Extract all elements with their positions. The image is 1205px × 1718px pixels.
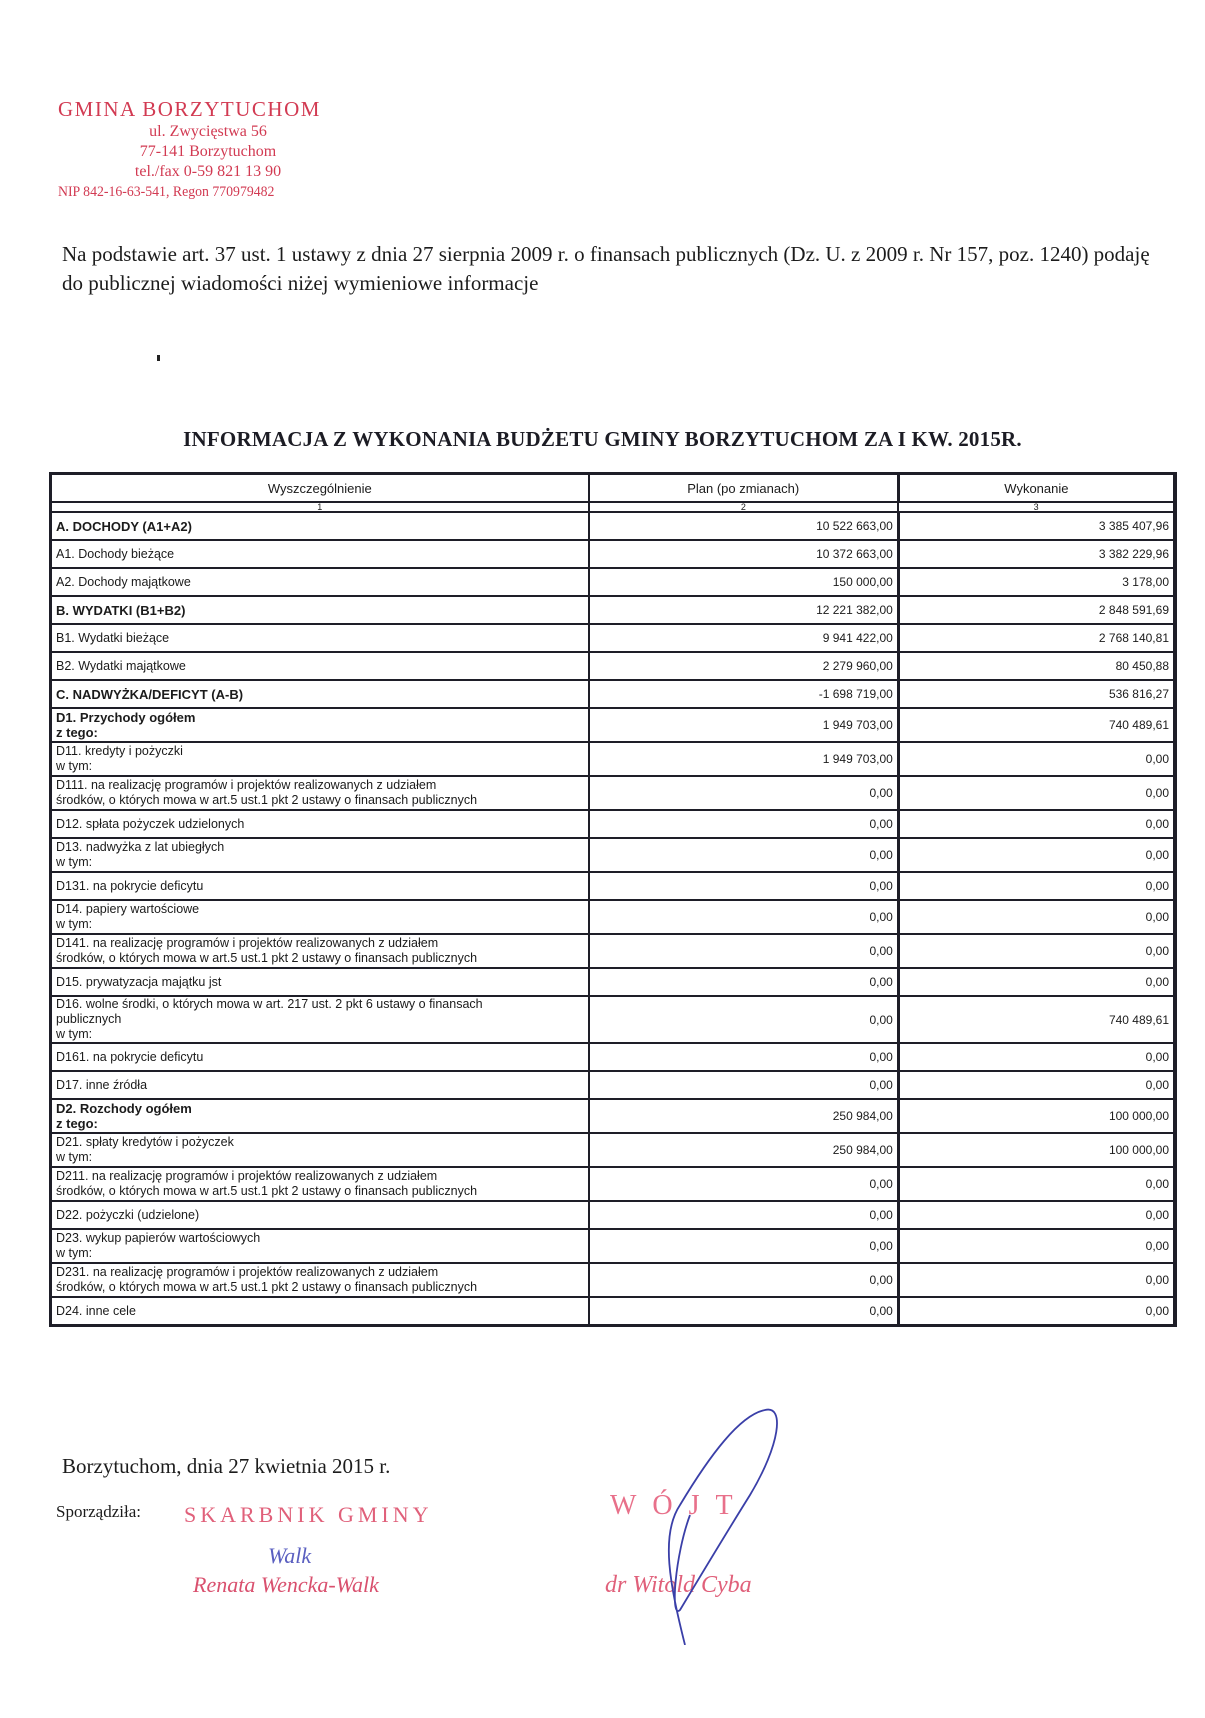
table-row <box>51 596 1176 624</box>
header-description: Wyszczególnienie <box>51 474 589 503</box>
row-description <box>51 512 589 540</box>
row-description-line: środków, o których mowa w art.5 ust.1 pkt 2 ustawy o finansach publicznych <box>56 793 478 807</box>
row-description-line: D161. na pokrycie deficytu <box>56 1049 204 1064</box>
table-row <box>51 708 1176 742</box>
stamp-street: ul. Zwycięstwa 56 <box>149 123 267 140</box>
table-row <box>51 680 1176 708</box>
plan-value: 0,00 <box>589 968 899 996</box>
plan-value: 0,00 <box>589 934 899 968</box>
table-row <box>51 1099 1176 1133</box>
column-number: 2 <box>589 502 899 512</box>
header-plan: Plan (po zmianach) <box>589 474 899 503</box>
execution-value: 3 382 229,96 <box>898 540 1175 568</box>
table-row <box>51 1167 1176 1201</box>
row-description <box>51 776 589 810</box>
row-description-line: D16. wolne środki, o których mowa w art. 217 ust. 2 pkt 6 ustawy o finansach <box>56 997 483 1011</box>
budget-table <box>49 472 1177 1327</box>
table-row <box>51 900 1176 934</box>
stamp-ids: NIP 842-16-63-541, Regon 770979482 <box>58 184 275 200</box>
column-number: 1 <box>51 502 589 512</box>
row-description-line: D24. inne cele <box>56 1303 136 1318</box>
document-title: INFORMACJA Z WYKONANIA BUDŻETU GMINY BORZYTUCHOM ZA I KW. 2015R. <box>183 427 1022 451</box>
row-description-line: A1. Dochody bieżące <box>56 546 175 561</box>
municipality-stamp <box>58 96 358 202</box>
row-description <box>51 1229 589 1263</box>
plan-value: 250 984,00 <box>589 1099 899 1133</box>
execution-value: 0,00 <box>898 810 1175 838</box>
plan-value: 0,00 <box>589 996 899 1043</box>
column-number-row <box>51 502 1176 512</box>
row-description-line: środków, o których mowa w art.5 ust.1 pkt 2 ustawy o finansach publicznych <box>56 1184 478 1198</box>
row-description-line: A. DOCHODY (A1+A2) <box>56 518 192 534</box>
mayor-signature-icon <box>640 1405 810 1645</box>
execution-value: 0,00 <box>898 1043 1175 1071</box>
plan-value: 150 000,00 <box>589 568 899 596</box>
row-description-line: w tym: <box>56 1246 93 1260</box>
row-description-line: D211. na realizację programów i projektów realizowanych z udziałem <box>56 1169 438 1183</box>
execution-value: 0,00 <box>898 838 1175 872</box>
plan-value: 0,00 <box>589 1167 899 1201</box>
table-row <box>51 1201 1176 1229</box>
table-row <box>51 652 1176 680</box>
table-row <box>51 776 1176 810</box>
execution-value: 2 768 140,81 <box>898 624 1175 652</box>
plan-value: 9 941 422,00 <box>589 624 899 652</box>
stamp-city: 77-141 Borzytuchom <box>139 143 277 160</box>
execution-value: 0,00 <box>898 1297 1175 1326</box>
plan-value: 0,00 <box>589 776 899 810</box>
table-row <box>51 1043 1176 1071</box>
row-description-line: D2. Rozchody ogółem <box>56 1101 192 1116</box>
row-description <box>51 900 589 934</box>
plan-value: 0,00 <box>589 838 899 872</box>
execution-value: 0,00 <box>898 1229 1175 1263</box>
plan-value: 0,00 <box>589 1071 899 1099</box>
budget-table-body <box>51 512 1176 1326</box>
table-row <box>51 934 1176 968</box>
row-description-line: D12. spłata pożyczek udzielonych <box>56 816 245 831</box>
row-description-line: D15. prywatyzacja majątku jst <box>56 974 222 989</box>
header-execution: Wykonanie <box>898 474 1175 503</box>
row-description <box>51 596 589 624</box>
execution-value: 0,00 <box>898 900 1175 934</box>
execution-value: 0,00 <box>898 1167 1175 1201</box>
execution-value: 740 489,61 <box>898 708 1175 742</box>
row-description-line: w tym: <box>56 917 93 931</box>
execution-value: 0,00 <box>898 934 1175 968</box>
execution-value: 0,00 <box>898 968 1175 996</box>
table-row <box>51 512 1176 540</box>
plan-value: 1 949 703,00 <box>589 708 899 742</box>
row-description-line: D141. na realizację programów i projektów realizowanych z udziałem <box>56 936 439 950</box>
row-description-line: środków, o których mowa w art.5 ust.1 pkt 2 ustawy o finansach publicznych <box>56 1280 478 1294</box>
execution-value: 740 489,61 <box>898 996 1175 1043</box>
execution-value: 0,00 <box>898 1201 1175 1229</box>
row-description <box>51 624 589 652</box>
row-description-line: C. NADWYŻKA/DEFICYT (A-B) <box>56 686 244 702</box>
row-description <box>51 652 589 680</box>
plan-value: 2 279 960,00 <box>589 652 899 680</box>
row-description <box>51 1043 589 1071</box>
row-description-line: w tym: <box>56 855 93 869</box>
row-description <box>51 968 589 996</box>
intro-paragraph: Na podstawie art. 37 ust. 1 ustawy z dnia 27 sierpnia 2009 r. o finansach publicznych (Dz. U. z 2009 r. Nr 157, poz. 1240) podaję do publicznej wiadomości niżej wymieniowe informacje <box>62 242 1150 295</box>
row-description <box>51 810 589 838</box>
row-description <box>51 872 589 900</box>
mayor-name-stamp: dr Witold Cyba <box>605 1572 752 1598</box>
execution-value: 100 000,00 <box>898 1099 1175 1133</box>
table-row <box>51 1229 1176 1263</box>
row-description <box>51 1201 589 1229</box>
plan-value: 0,00 <box>589 810 899 838</box>
execution-value: 0,00 <box>898 776 1175 810</box>
stamp-name: GMINA BORZYTUCHOM <box>58 97 321 121</box>
row-description-line: B1. Wydatki bieżące <box>56 630 170 645</box>
table-row <box>51 624 1176 652</box>
plan-value: 0,00 <box>589 900 899 934</box>
plan-value: 12 221 382,00 <box>589 596 899 624</box>
execution-value: 536 816,27 <box>898 680 1175 708</box>
execution-value: 3 385 407,96 <box>898 512 1175 540</box>
row-description-line: środków, o których mowa w art.5 ust.1 pkt 2 ustawy o finansach publicznych <box>56 951 478 965</box>
execution-value: 0,00 <box>898 742 1175 776</box>
row-description-line: D23. wykup papierów wartościowych <box>56 1231 261 1245</box>
row-description-line: B. WYDATKI (B1+B2) <box>56 602 186 618</box>
scan-mark <box>157 355 160 361</box>
treasurer-stamp: SKARBNIK GMINY <box>184 1502 433 1527</box>
execution-value: 0,00 <box>898 872 1175 900</box>
row-description-line: w tym: <box>56 759 93 773</box>
plan-value: 250 984,00 <box>589 1133 899 1167</box>
row-description <box>51 1263 589 1297</box>
row-description-line: D1. Przychody ogółem <box>56 710 196 725</box>
row-description <box>51 708 589 742</box>
table-row <box>51 1263 1176 1297</box>
treasurer-name-stamp: Renata Wencka-Walk <box>193 1572 379 1597</box>
row-description-line: A2. Dochody majątkowe <box>56 574 191 589</box>
table-row <box>51 742 1176 776</box>
row-description-line: D22. pożyczki (udzielone) <box>56 1207 200 1222</box>
row-description-line: B2. Wydatki majątkowe <box>56 658 186 673</box>
row-description <box>51 1133 589 1167</box>
row-description-line: D11. kredyty i pożyczki <box>56 744 183 758</box>
table-row <box>51 1297 1176 1326</box>
table-row <box>51 1071 1176 1099</box>
stamp-phone: tel./fax 0-59 821 13 90 <box>134 163 282 180</box>
document-date: Borzytuchom, dnia 27 kwietnia 2015 r. <box>62 1454 391 1478</box>
column-number: 3 <box>898 502 1175 512</box>
plan-value: 0,00 <box>589 1043 899 1071</box>
plan-value: 0,00 <box>589 1297 899 1326</box>
row-description <box>51 540 589 568</box>
row-description <box>51 838 589 872</box>
row-description <box>51 1297 589 1326</box>
row-description <box>51 1167 589 1201</box>
row-description <box>51 996 589 1043</box>
treasurer-signature: Walk <box>268 1543 312 1568</box>
header-row <box>51 474 1176 503</box>
row-description-line: D111. na realizację programów i projektów realizowanych z udziałem <box>56 778 437 792</box>
plan-value: 0,00 <box>589 1263 899 1297</box>
execution-value: 2 848 591,69 <box>898 596 1175 624</box>
row-description <box>51 934 589 968</box>
row-description-line: w tym: <box>56 1150 93 1164</box>
row-description-line: publicznych <box>56 1012 122 1026</box>
row-description-line: D13. nadwyżka z lat ubiegłych <box>56 840 225 854</box>
row-description <box>51 1099 589 1133</box>
row-description-line: z tego: <box>56 725 98 740</box>
execution-value: 3 178,00 <box>898 568 1175 596</box>
table-row <box>51 1133 1176 1167</box>
plan-value: 0,00 <box>589 1229 899 1263</box>
table-row <box>51 996 1176 1043</box>
row-description-line: D14. papiery wartościowe <box>56 902 200 916</box>
row-description <box>51 568 589 596</box>
plan-value: 10 372 663,00 <box>589 540 899 568</box>
row-description-line: D17. inne źródła <box>56 1077 148 1092</box>
row-description <box>51 680 589 708</box>
plan-value: 0,00 <box>589 872 899 900</box>
table-row <box>51 810 1176 838</box>
plan-value: 10 522 663,00 <box>589 512 899 540</box>
row-description-line: D21. spłaty kredytów i pożyczek <box>56 1135 234 1149</box>
table-row <box>51 968 1176 996</box>
row-description <box>51 1071 589 1099</box>
execution-value: 80 450,88 <box>898 652 1175 680</box>
row-description-line: w tym: <box>56 1027 93 1041</box>
table-row <box>51 568 1176 596</box>
execution-value: 100 000,00 <box>898 1133 1175 1167</box>
plan-value: 0,00 <box>589 1201 899 1229</box>
row-description-line: D131. na pokrycie deficytu <box>56 878 204 893</box>
plan-value: 1 949 703,00 <box>589 742 899 776</box>
row-description-line: D231. na realizację programów i projektów realizowanych z udziałem <box>56 1265 439 1279</box>
execution-value: 0,00 <box>898 1071 1175 1099</box>
table-row <box>51 838 1176 872</box>
table-row <box>51 872 1176 900</box>
table-row <box>51 540 1176 568</box>
prepared-by-label: Sporządziła: <box>56 1502 141 1521</box>
row-description-line: z tego: <box>56 1116 98 1131</box>
row-description <box>51 742 589 776</box>
plan-value: -1 698 719,00 <box>589 680 899 708</box>
mayor-stamp: WÓJT <box>610 1490 749 1521</box>
execution-value: 0,00 <box>898 1263 1175 1297</box>
